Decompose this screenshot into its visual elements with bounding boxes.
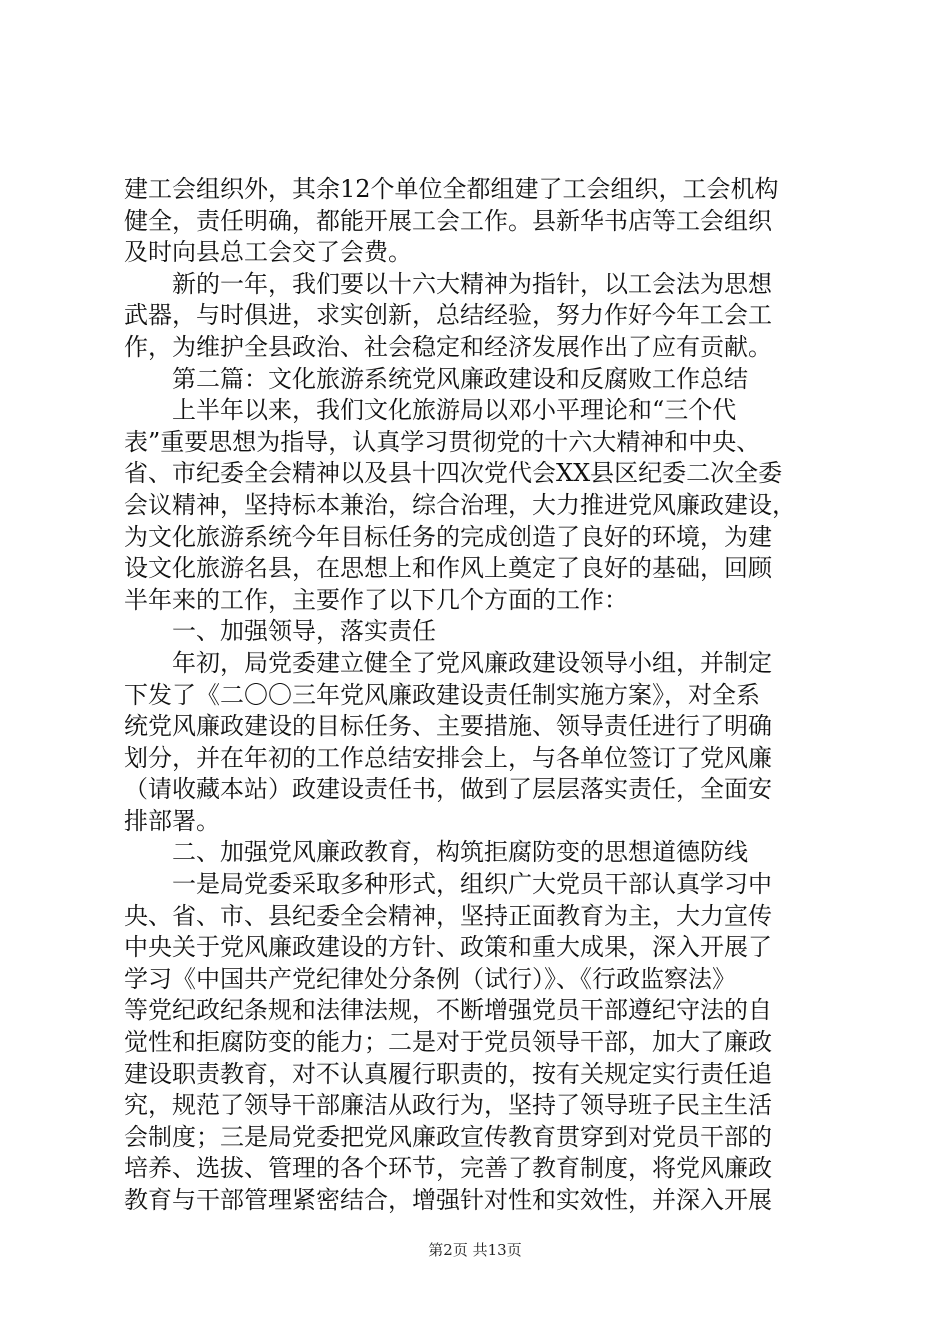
text-line: 会议精神，坚持标本兼治，综合治理，大力推进党风廉政建设， — [124, 490, 796, 519]
text-line: （请收藏本站）政建设责任书，做到了层层落实责任，全面安 — [124, 775, 772, 804]
text-line: 作，为维护全县政治、社会稳定和经济发展作出了应有贡献。 — [124, 332, 772, 361]
text-line: 究，规范了领导干部廉洁从政行为，坚持了领导班子民主生活 — [124, 1091, 772, 1120]
section-heading: 第二篇：文化旅游系统党风廉政建设和反腐败工作总结 — [124, 364, 748, 393]
text-line: 及时向县总工会交了会费。 — [124, 238, 412, 267]
text-line: 会制度；三是局党委把党风廉政宣传教育贯穿到对党员干部的 — [124, 1122, 772, 1151]
text-line: 健全，责任明确，都能开展工会工作。县新华书店等工会组织 — [124, 206, 772, 235]
text-line: 中央关于党风廉政建设的方针、政策和重大成果，深入开展了 — [124, 933, 772, 962]
text-line: 新的一年，我们要以十六大精神为指针，以工会法为思想 — [124, 269, 772, 298]
text-line: 央、省、市、县纪委全会精神，坚持正面教育为主，大力宣传 — [124, 901, 772, 930]
text-line: 建设职责教育，对不认真履行职责的，按有关规定实行责任追 — [124, 1059, 772, 1088]
document-body — [124, 174, 844, 1217]
page-number-footer: 第2页 共13页 — [428, 1241, 522, 1259]
text-line: 半年来的工作，主要作了以下几个方面的工作： — [124, 585, 628, 614]
text-line: 省、市纪委全会精神以及县十四次党代会XX县区纪委二次全委 — [124, 459, 783, 488]
text-line: 武器，与时俱进，求实创新，总结经验，努力作好今年工会工 — [124, 301, 772, 330]
text-line: 一是局党委采取多种形式，组织广大党员干部认真学习中 — [124, 870, 772, 899]
text-line: 表”重要思想为指导，认真学习贯彻党的十六大精神和中央、 — [124, 427, 761, 456]
text-line: 教育与干部管理紧密结合，增强针对性和实效性，并深入开展 — [124, 1186, 772, 1214]
text-line: 建工会组织外，其余12个单位全都组建了工会组织，工会机构 — [124, 175, 779, 203]
text-line: 学习《中国共产党纪律处分条例（试行）》、《行政监察法》 — [124, 964, 736, 993]
text-line: 排部署。 — [124, 806, 220, 835]
text-line: 划分，并在年初的工作总结安排会上，与各单位签订了党风廉 — [124, 743, 772, 772]
subheading: 二、加强党风廉政教育，构筑拒腐防变的思想道德防线 — [124, 838, 748, 867]
text-line: 年初，局党委建立健全了党风廉政建设领导小组，并制定 — [124, 648, 772, 677]
text-line: 下发了《二〇〇三年党风廉政建设责任制实施方案》，对全系 — [124, 680, 760, 709]
text-line: 培养、选拔、管理的各个环节，完善了教育制度，将党风廉政 — [124, 1154, 772, 1183]
text-line: 为文化旅游系统今年目标任务的完成创造了良好的环境，为建 — [124, 522, 772, 551]
subheading: 一、加强领导，落实责任 — [124, 617, 436, 646]
text-line: 等党纪政纪条规和法律法规，不断增强党员干部遵纪守法的自 — [124, 996, 772, 1025]
text-line: 上半年以来，我们文化旅游局以邓小平理论和“三个代 — [124, 396, 737, 425]
text-line: 设文化旅游名县，在思想上和作风上奠定了良好的基础，回顾 — [124, 554, 772, 583]
text-line: 统党风廉政建设的目标任务、主要措施、领导责任进行了明确 — [124, 712, 772, 741]
text-line: 觉性和拒腐防变的能力；二是对于党员领导干部，加大了廉政 — [124, 1028, 772, 1057]
